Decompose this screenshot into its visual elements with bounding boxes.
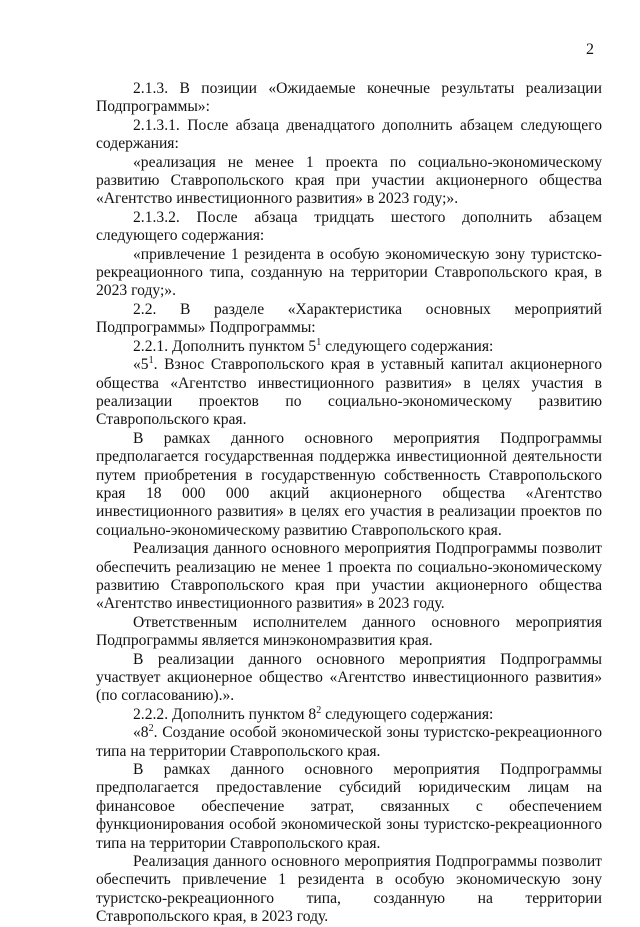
paragraph-quote-implementation: «реализация не менее 1 проекта по социально-экономическому развитию Ставропольского края при участии акционерного общества «Агентство инвестиционного развития» в 2023 году;». bbox=[96, 153, 602, 208]
page-number: 2 bbox=[586, 41, 594, 58]
paragraph-item-8-2 bbox=[96, 724, 602, 761]
paragraph-item-5-1-before: «5 bbox=[133, 356, 149, 374]
paragraph-item-5-1-after: . Взнос Ставропольского края в уставный капитал акционерного общества «Агентство инвестиционного развития» в целях участия в реализации проектов по социально-экономическому развитию Ставропольского края. bbox=[96, 356, 602, 429]
paragraph-participant: В реализации данного основного мероприятия Подпрограммы участвует акционерное общество «Агентство инвестиционного развития» (по согласованию).». bbox=[96, 650, 602, 705]
paragraph-resident-attraction: Реализация данного основного мероприятия Подпрограммы позволит обеспечить привлечение 1 резидента в особую экономическую зону туристско-рекреационного типа, созданную на территории Ставропольского края, в 2023 году. bbox=[96, 853, 602, 926]
paragraph-item-5-1 bbox=[96, 356, 602, 430]
paragraph-2-2-1-after: следующего содержания: bbox=[321, 337, 494, 355]
superscript-index: 2 bbox=[148, 723, 154, 735]
paragraph-project-implementation: Реализация данного основного мероприятия Подпрограммы позволит обеспечить реализацию не менее 1 проекта по социально-экономическому развитию Ставропольского края при участии акционерного общества «Агентство инвестиционного развития» в 2023 году. bbox=[96, 540, 602, 613]
superscript-index: 2 bbox=[316, 704, 322, 716]
paragraph-quote-resident: «привлечение 1 резидента в особую экономическую зону туристско-рекреационного типа, созданную на территории Ставропольского края, в 2023 году;». bbox=[96, 245, 602, 300]
paragraph-2-1-3-2: 2.1.3.2. После абзаца тридцать шестого дополнить абзацем следующего содержания: bbox=[96, 208, 602, 245]
paragraph-subsidies: В рамках данного основного мероприятия Подпрограммы предполагается предоставление субсидий юридическим лицам на финансовое обеспечение затрат, связанных с обеспечением функционирования особой экономической зоны туристско-рекреационного типа на территории Ставропольского края. bbox=[96, 761, 602, 852]
superscript-index: 1 bbox=[316, 336, 322, 348]
paragraph-item-8-2-after: . Создание особой экономической зоны туристско-рекреационного типа на территории Ставропольского края. bbox=[96, 724, 602, 760]
paragraph-responsible-executor: Ответственным исполнителем данного основного мероприятия Подпрограммы является минэкономразвития края. bbox=[96, 613, 602, 650]
paragraph-2-2-2 bbox=[96, 706, 602, 724]
superscript-index: 1 bbox=[148, 355, 154, 367]
paragraph-2-2: 2.2. В разделе «Характеристика основных мероприятий Подпрограммы» Подпрограммы: bbox=[96, 300, 602, 337]
paragraph-2-1-3-1: 2.1.3.1. После абзаца двенадцатого дополнить абзацем следующего содержания: bbox=[96, 116, 602, 153]
paragraph-2-1-3: 2.1.3. В позиции «Ожидаемые конечные результаты реализации Подпрограммы»: bbox=[96, 80, 602, 116]
paragraph-2-2-1 bbox=[96, 338, 602, 356]
paragraph-2-2-1-before: 2.2.1. Дополнить пунктом 5 bbox=[133, 337, 317, 355]
paragraph-state-support: В рамках данного основного мероприятия Подпрограммы предполагается государственная поддержка инвестиционной деятельности путем приобретения в государственную собственность Ставропольского края 18 000 000 акций акционерного общества «Агентство инвестиционного развития» в целях его участия в реализации проектов по социально-экономическому развитию Ставропольского края. bbox=[96, 429, 602, 539]
document-body bbox=[96, 80, 602, 927]
paragraph-2-2-2-before: 2.2.2. Дополнить пунктом 8 bbox=[133, 705, 317, 723]
paragraph-2-2-2-after: следующего содержания: bbox=[321, 705, 494, 723]
paragraph-item-8-2-before: «8 bbox=[133, 724, 149, 742]
